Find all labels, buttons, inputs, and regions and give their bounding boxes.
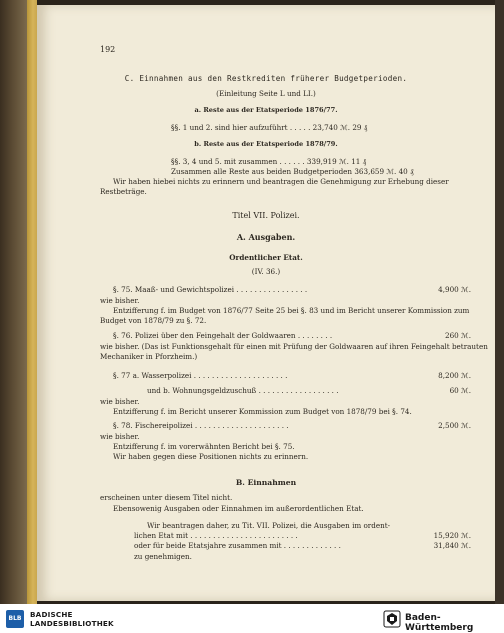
baden-wuerttemberg-crest-icon [383, 610, 401, 628]
para-77b-amount: 60 ℳ. [449, 386, 471, 395]
book-edge-right [495, 0, 504, 604]
final-line3-amount: 31,840 ℳ. [433, 541, 471, 550]
title-vii: Titel VII. Polizei. [232, 211, 300, 220]
sub-b-line1: §§. 3, 4 und 5. mit zusammen . . . . . . 339,919 ℳ. 11 ₰ [171, 157, 367, 166]
ordentlicher-etat-heading: Ordentlicher Etat. [229, 253, 303, 262]
para-75: §. 75. Maaß- und Gewichtspolizei . . . . . . . . . . . . . . . . [113, 285, 308, 294]
para-77a: §. 77 a. Wasserpolizei . . . . . . . . . . . . . . . . . . . . . [113, 371, 288, 380]
final-line2-amount: 15,920 ℳ. [433, 531, 471, 540]
para-75-line2: wie bisher. [100, 296, 140, 305]
para-78-line3: Entzifferung f. im vorerwähnten Bericht bei §. 75. [113, 442, 295, 451]
para-76-amount: 260 ℳ. [445, 331, 471, 340]
subheading-a: a. Reste aus der Etatsperiode 1876/77. [194, 106, 338, 114]
book-edge-gilt [27, 0, 37, 604]
final-line2: lichen Etat mit . . . . . . . . . . . . . . . . . . . . . . . . [134, 531, 298, 540]
para-78-line4: Wir haben gegen diese Positionen nichts zu erinnern. [113, 452, 309, 461]
page-number: 192 [100, 45, 116, 54]
section-b-heading: B. Einnahmen [235, 478, 297, 487]
para-77b: und b. Wohnungsgeldzuschuß . . . . . . . . . . . . . . . . . . [147, 386, 339, 395]
para-76: §. 76. Polizei über den Feingehalt der Goldwaaren . . . . . . . . [113, 331, 333, 340]
sub-b-line2: Zusammen alle Reste aus beiden Budgetperioden 363,659 ℳ. 40 ₰ [171, 167, 414, 176]
iv-reference: (IV. 36.) [251, 267, 281, 276]
para-78-amount: 2,500 ℳ. [438, 421, 471, 430]
blb-name-line1: BADISCHE [30, 610, 73, 619]
heading-c-sub: (Einleitung Seite L und LI.) [216, 89, 316, 98]
sub-b-line3: Wir haben hiebei nichts zu erinnern und beantragen die Genehmigung zur Erhebung dieser [113, 177, 449, 186]
final-line3: oder für beide Etatsjahre zusammen mit . . . . . . . . . . . . . [134, 541, 341, 550]
blb-name[interactable] [30, 610, 114, 628]
para-78-line2: wie bisher. [100, 432, 140, 441]
para-76-line2: wie bisher. (Das ist Funktionsgehalt für einen mit Prüfung der Goldwaaren auf ihren Feingehalt betrauten [100, 342, 488, 351]
para-75-line4: Budget von 1878/79 zu §. 72. [100, 316, 207, 325]
para-78: §. 78. Fischereipolizei . . . . . . . . . . . . . . . . . . . . . [113, 421, 289, 430]
final-line4: zu genehmigen. [134, 552, 192, 561]
baden-wuerttemberg-label[interactable]: Baden-Württemberg [405, 613, 474, 633]
book-page [37, 5, 495, 601]
para-77-line3: Entzifferung f. im Bericht unserer Kommission zum Budget von 1878/79 bei §. 74. [113, 407, 412, 416]
section-a-heading: A. Ausgaben. [236, 232, 296, 242]
footer-bar [0, 604, 504, 633]
para-77-line2: wie bisher. [100, 397, 140, 406]
final-line1: Wir beantragen daher, zu Tit. VII. Polizei, die Ausgaben im ordent- [147, 521, 391, 530]
para-77a-amount: 8,200 ℳ. [438, 371, 471, 380]
section-b-line1: erscheinen unter diesem Titel nicht. [100, 493, 233, 502]
para-76-line3: Mechaniker in Pforzheim.) [100, 352, 198, 361]
sub-a-line: §§. 1 und 2. sind hier aufzuführt . . . . . 23,740 ℳ. 29 ₰ [171, 123, 368, 132]
subheading-b: b. Reste aus der Etatsperiode 1878/79. [194, 140, 338, 148]
section-b-line2: Ebensowenig Ausgaben oder Einnahmen im außerordentlichen Etat. [113, 504, 364, 513]
para-75-line3: Entzifferung f. im Budget von 1876/77 Seite 25 bei §. 83 und im Bericht unserer Kommission zum [113, 306, 470, 315]
para-75-amount: 4,900 ℳ. [438, 285, 471, 294]
blb-name-line2: LANDESBIBLIOTHEK [30, 619, 114, 628]
sub-b-line4: Restbeträge. [100, 187, 147, 196]
heading-c: C. Einnahmen aus den Restkrediten früherer Budgetperioden. [124, 74, 408, 83]
book-edge-left [0, 0, 27, 604]
blb-logo[interactable]: BLB [6, 610, 24, 628]
